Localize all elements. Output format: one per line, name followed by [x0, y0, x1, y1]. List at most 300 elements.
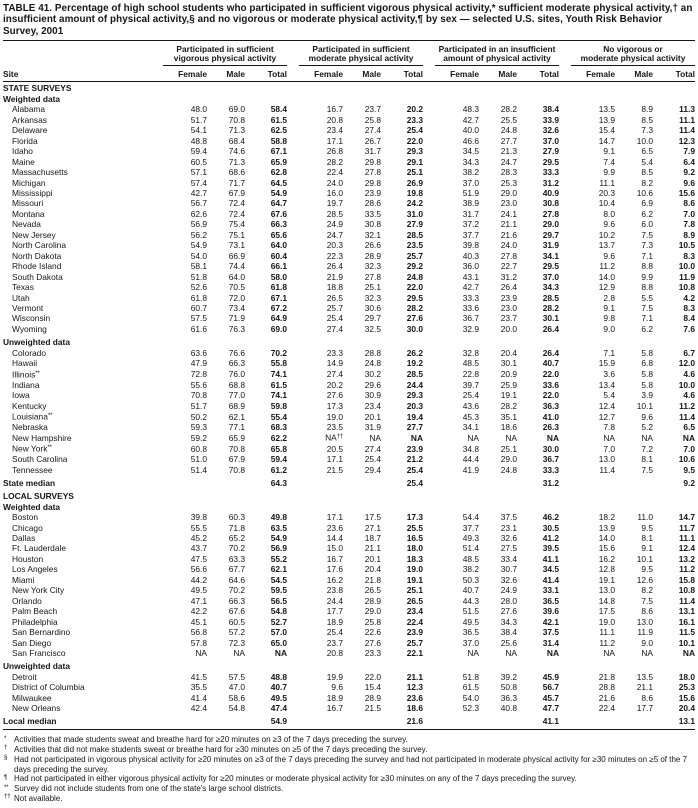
value-cell: 41.4 [542, 574, 559, 585]
footnote-reference: ** [35, 369, 40, 377]
value-cell: 7.0 [683, 443, 695, 454]
value-cell: NA [505, 648, 517, 658]
table-row [3, 390, 695, 400]
value-cell: 32.1 [364, 229, 381, 240]
value-cell: 49.5 [190, 585, 207, 596]
value-cell: 70.8 [190, 390, 207, 401]
value-cell: 7.5 [641, 595, 653, 606]
footnote-marker: † [4, 744, 8, 752]
table-row [3, 575, 695, 585]
value-cell: 42.7 [462, 114, 479, 125]
value-cell: 19.0 [326, 411, 343, 422]
site-cell: New Hampshire [12, 432, 72, 443]
value-cell: 24.4 [326, 595, 343, 606]
value-cell: 74.1 [270, 369, 287, 380]
value-cell: 9.6 [331, 682, 343, 693]
value-cell: 11.7 [679, 522, 695, 533]
table-row [3, 209, 695, 219]
value-cell: 11.9 [637, 627, 653, 638]
site-cell: Delaware [12, 125, 48, 136]
value-cell: 10.8 [678, 585, 695, 596]
value-cell: 27.9 [542, 146, 559, 157]
value-cell: 9.5 [641, 564, 653, 575]
value-cell: 28.0 [500, 595, 517, 606]
value-cell: 15.6 [678, 692, 695, 703]
value-cell: NA†† [325, 432, 343, 443]
value-cell: 12.0 [678, 358, 695, 369]
value-cell: 68.9 [228, 400, 245, 411]
value-cell: 54.9 [270, 533, 287, 544]
table-title: TABLE 41. Percentage of high school students who participated in sufficient vigorous physical activity,* sufficient moderate physical activity,† an insufficient amount of physical activity,§ and no vigorous or moderate physical activity,¶ by sex — selected U.S. sites, Youth Risk Behavior Survey, 2001 [3, 3, 693, 37]
value-cell: 25.4 [326, 313, 343, 324]
footnote-text: Activities that made students sweat and breathe hard for ≥20 minutes on ≥3 of the 7 days preceding the survey. [14, 735, 408, 745]
value-cell: 16.2 [598, 553, 615, 564]
value-cell: 18.2 [598, 512, 615, 523]
value-cell: 57.4 [190, 177, 207, 188]
value-cell: 29.3 [406, 390, 423, 401]
value-cell: 56.7 [542, 682, 559, 693]
value-cell: 62.1 [270, 564, 287, 575]
value-cell: 37.0 [462, 177, 479, 188]
value-cell: 11.1 [679, 114, 695, 125]
value-cell: 29.0 [500, 188, 517, 199]
value-cell: 27.4 [326, 323, 343, 334]
table-row [3, 533, 695, 543]
value-cell: 25.7 [326, 303, 343, 313]
column-header-total: Total [267, 69, 287, 80]
value-cell: 22.0 [406, 282, 423, 293]
value-cell: 31.0 [406, 208, 423, 219]
value-cell: 48.5 [462, 553, 479, 564]
value-cell: 57.2 [228, 627, 245, 638]
site-cell: Wisconsin [12, 313, 51, 324]
value-cell: 27.4 [364, 125, 381, 136]
column-group-label: amount of physical activity [443, 53, 551, 64]
value-cell: 59.2 [190, 432, 207, 443]
value-cell: 25.4 [326, 627, 343, 638]
section-header: STATE SURVEYS [3, 83, 72, 94]
value-cell: 40.0 [462, 125, 479, 136]
value-cell: 10.1 [678, 637, 695, 648]
value-cell: 8.5 [641, 167, 653, 178]
value-cell: 29.0 [500, 454, 517, 465]
value-cell: 27.9 [406, 219, 423, 230]
column-group-label: Participated in sufficient [176, 43, 274, 54]
column-header-female: Female [586, 69, 615, 80]
value-cell: 47.5 [190, 553, 207, 564]
value-cell: 65.9 [270, 156, 287, 167]
value-cell: 16.0 [326, 188, 343, 199]
value-cell: 5.2 [641, 421, 653, 432]
site-cell: Mississippi [12, 188, 53, 199]
value-cell: 29.7 [542, 229, 559, 240]
value-cell: 30.7 [500, 564, 517, 575]
subsection-header-row [3, 502, 695, 512]
value-cell: 35.1 [500, 411, 517, 422]
value-cell: 24.2 [406, 198, 423, 209]
value-cell: 13.9 [598, 522, 615, 533]
value-cell: 27.8 [364, 271, 381, 282]
site-cell: Florida [12, 135, 38, 146]
table-row [3, 219, 695, 229]
value-cell: 13.1 [678, 606, 695, 617]
value-cell: 28.6 [364, 198, 381, 209]
value-cell: 7.0 [683, 208, 695, 219]
value-cell: 55.4 [270, 411, 287, 422]
footnote-marker: * [4, 734, 7, 742]
value-cell: 28.5 [542, 292, 559, 303]
value-cell: 19.8 [406, 188, 423, 199]
value-cell: 48.3 [462, 104, 479, 115]
value-cell: 38.4 [500, 627, 517, 638]
value-cell: 76.6 [228, 347, 245, 358]
value-cell: 28.9 [364, 692, 381, 703]
value-cell: 7.0 [603, 443, 615, 454]
value-cell: NA [467, 648, 479, 658]
value-cell: 25.4 [462, 390, 479, 401]
column-header-total: Total [675, 69, 695, 80]
value-cell: 18.3 [406, 553, 423, 564]
value-cell: 75.4 [228, 219, 245, 230]
value-cell: 37.5 [500, 512, 517, 523]
value-cell: 68.6 [228, 167, 245, 178]
value-cell: 41.0 [542, 411, 559, 422]
value-cell: 30.1 [542, 313, 559, 324]
site-cell: Idaho [12, 146, 33, 157]
value-cell: 8.3 [683, 250, 695, 261]
value-cell: 13.2 [678, 553, 695, 564]
value-cell: 6.8 [641, 358, 653, 369]
table-row [3, 188, 695, 198]
value-cell: 25.9 [500, 379, 517, 390]
value-cell: 31.2 [500, 271, 517, 282]
table-row [3, 251, 695, 261]
value-cell: 27.7 [406, 421, 423, 432]
value-cell: 23.4 [364, 400, 381, 411]
value-cell: 19.0 [598, 616, 615, 627]
value-cell: 57.5 [190, 313, 207, 324]
value-cell: 69.0 [270, 323, 287, 334]
value-cell: 6.2 [641, 323, 653, 334]
value-cell: 60.7 [190, 303, 207, 313]
table-row [3, 369, 695, 380]
divider-bottom [3, 729, 695, 730]
value-cell: NA [641, 648, 653, 658]
value-cell: 56.6 [190, 564, 207, 575]
value-cell: 39.5 [542, 543, 559, 554]
value-cell: 20.8 [326, 648, 343, 658]
value-cell: 36.3 [500, 692, 517, 703]
value-cell: 24.8 [364, 358, 381, 369]
value-cell: 59.4 [270, 454, 287, 465]
value-cell: 33.3 [542, 464, 559, 475]
value-cell: 17.3 [326, 400, 343, 411]
column-header-female: Female [450, 69, 479, 80]
table-row [3, 115, 695, 125]
value-cell: 40.7 [462, 585, 479, 596]
value-cell: 22.0 [364, 671, 381, 682]
value-cell: 29.5 [542, 156, 559, 167]
site-cell: San Francisco [12, 648, 66, 658]
subsection-header-row [3, 661, 695, 671]
value-cell: 5.8 [641, 369, 653, 380]
value-cell: 11.3 [679, 104, 695, 115]
table-row [3, 178, 695, 188]
value-cell: 57.5 [228, 671, 245, 682]
value-cell: 10.0 [636, 135, 653, 146]
table-row [3, 564, 695, 574]
value-cell: 8.6 [641, 692, 653, 703]
table-row [3, 157, 695, 167]
value-cell: 9.9 [641, 271, 653, 282]
table-row [3, 146, 695, 156]
table-row [3, 465, 695, 475]
value-cell: 13.7 [598, 240, 615, 251]
value-cell: 73.4 [228, 303, 245, 313]
column-header-female: Female [178, 69, 207, 80]
value-cell: 74.6 [228, 146, 245, 157]
value-cell: 65.8 [270, 443, 287, 454]
value-cell: 5.4 [641, 156, 653, 167]
value-cell: 58.1 [190, 261, 207, 272]
value-cell: 23.9 [406, 627, 423, 638]
value-cell: 7.8 [603, 421, 615, 432]
value-cell: 72.0 [228, 292, 245, 303]
value-cell: 54.9 [270, 716, 287, 727]
site-cell: San Diego [12, 637, 52, 648]
value-cell: 34.1 [542, 250, 559, 261]
site-cell: Massachusetts [12, 167, 68, 178]
value-cell: 43.7 [190, 543, 207, 554]
value-cell: 59.5 [270, 585, 287, 596]
value-cell: 19.7 [326, 198, 343, 209]
site-cell: Rhode Island [12, 261, 62, 272]
value-cell: 67.6 [270, 208, 287, 219]
value-cell: 8.5 [641, 114, 653, 125]
table-row [3, 617, 695, 627]
value-cell: 60.8 [190, 443, 207, 454]
value-cell: 40.9 [542, 188, 559, 199]
footnote-marker: ** [4, 783, 9, 791]
value-cell: 44.4 [462, 454, 479, 465]
value-cell: 7.3 [641, 240, 653, 251]
value-cell: 67.6 [228, 606, 245, 617]
value-cell: 26.8 [326, 146, 343, 157]
value-cell: 25.1 [406, 167, 423, 178]
value-cell: 51.9 [462, 188, 479, 199]
value-cell: 26.9 [406, 177, 423, 188]
value-cell: 69.0 [228, 104, 245, 115]
footnote-text: Had not participated in either vigorous physical activity for ≥20 minutes or moderate physical activity for ≥30 minutes on any of the 7 days preceding the survey. [14, 774, 577, 784]
value-cell: 33.3 [542, 167, 559, 178]
table-row [3, 554, 695, 564]
value-cell: 6.5 [683, 421, 695, 432]
value-cell: 21.5 [364, 703, 381, 714]
value-cell: 67.7 [228, 564, 245, 575]
value-cell: 14.0 [598, 271, 615, 282]
value-cell: 28.3 [500, 167, 517, 178]
value-cell: 64.5 [270, 177, 287, 188]
value-cell: 23.0 [500, 303, 517, 313]
value-cell: 8.6 [641, 606, 653, 617]
value-cell: 66.9 [228, 250, 245, 261]
median-row [3, 478, 695, 488]
value-cell: 22.8 [462, 369, 479, 380]
value-cell: 33.1 [542, 585, 559, 596]
value-cell: 51.7 [190, 400, 207, 411]
value-cell: 13.0 [636, 616, 653, 627]
value-cell: 34.1 [462, 421, 479, 432]
subsection-header-row [3, 94, 695, 104]
value-cell: 13.0 [598, 454, 615, 465]
value-cell: 62.6 [190, 208, 207, 219]
value-cell: 47.7 [542, 703, 559, 714]
value-cell: 20.0 [500, 323, 517, 334]
value-cell: 64.6 [228, 574, 245, 585]
value-cell: 27.6 [326, 390, 343, 401]
site-cell: Missouri [12, 198, 44, 209]
value-cell: 20.8 [326, 114, 343, 125]
value-cell: 23.7 [326, 637, 343, 648]
column-group-label: Participated in an insufficient [438, 43, 556, 54]
value-cell: 22.4 [598, 703, 615, 714]
column-group-label: vigorous physical activity [173, 53, 277, 64]
value-cell: 24.1 [500, 208, 517, 219]
column-group-insufficient [435, 45, 559, 67]
value-cell: 59.4 [190, 146, 207, 157]
value-cell: 71.3 [228, 125, 245, 136]
subsection-header: Unweighted data [3, 661, 71, 672]
value-cell: NA [682, 648, 695, 658]
table-row [3, 358, 695, 368]
value-cell: 7.3 [641, 125, 653, 136]
value-cell: 11.2 [679, 400, 695, 411]
value-cell: 54.8 [270, 606, 287, 617]
footnote [3, 794, 695, 804]
footnote-marker: ¶ [4, 773, 8, 781]
value-cell: 12.9 [598, 282, 615, 293]
value-cell: 36.5 [542, 595, 559, 606]
value-cell: 74.1 [270, 390, 287, 401]
value-cell: 8.1 [641, 533, 653, 544]
value-cell: 19.1 [598, 574, 615, 585]
table-row [3, 693, 695, 703]
value-cell: 42.2 [190, 606, 207, 617]
value-cell: 9.6 [603, 219, 615, 230]
value-cell: 59.3 [190, 421, 207, 432]
value-cell: 12.4 [598, 400, 615, 411]
value-cell: 45.1 [190, 616, 207, 627]
value-cell: 62.5 [270, 125, 287, 136]
value-cell: 38.2 [462, 564, 479, 575]
value-cell: 70.2 [228, 585, 245, 596]
value-cell: 43.1 [462, 271, 479, 282]
column-group-moderate [299, 45, 423, 67]
value-cell: 57.8 [190, 637, 207, 648]
value-cell: NA [233, 648, 245, 658]
value-cell: 7.5 [641, 229, 653, 240]
value-cell: 16.7 [326, 553, 343, 564]
value-cell: 5.8 [641, 379, 653, 390]
value-cell: 37.2 [462, 219, 479, 230]
table-row [3, 104, 695, 114]
value-cell: 37.0 [542, 135, 559, 146]
value-cell: 29.4 [364, 464, 381, 475]
value-cell: 17.1 [326, 135, 343, 146]
value-cell: NA [546, 432, 559, 443]
value-cell: 13.1 [678, 716, 695, 727]
footnote [3, 745, 695, 755]
table-row [3, 596, 695, 606]
value-cell: 29.6 [364, 379, 381, 390]
value-cell: 17.7 [636, 703, 653, 714]
value-cell: 19.1 [500, 390, 517, 401]
value-cell: 30.2 [364, 369, 381, 380]
value-cell: 30.0 [406, 323, 423, 334]
value-cell: 25.5 [406, 522, 423, 533]
value-cell: 17.1 [326, 512, 343, 523]
value-cell: 27.8 [500, 250, 517, 261]
value-cell: 20.2 [326, 379, 343, 390]
value-cell: 10.0 [678, 261, 695, 272]
value-cell: 51.0 [190, 454, 207, 465]
value-cell: 56.9 [270, 543, 287, 554]
value-cell: NA [603, 648, 615, 658]
table-row [3, 261, 695, 271]
value-cell: 54.9 [190, 240, 207, 251]
value-cell: 26.4 [326, 261, 343, 272]
site-cell: Nebraska [12, 421, 48, 432]
value-cell: 9.1 [603, 303, 615, 313]
value-cell: 7.5 [641, 464, 653, 475]
value-cell: 11.0 [637, 512, 653, 523]
value-cell: 22.0 [542, 369, 559, 380]
value-cell: 29.2 [406, 261, 423, 272]
site-cell: Dallas [12, 533, 36, 544]
value-cell: 52.3 [462, 703, 479, 714]
value-cell: 9.6 [603, 250, 615, 261]
value-cell: 61.8 [190, 292, 207, 303]
value-cell: 47.4 [270, 703, 287, 714]
value-cell: 38.2 [462, 167, 479, 178]
value-cell: 28.8 [364, 347, 381, 358]
value-cell: 24.4 [406, 379, 423, 390]
value-cell: 50.8 [500, 682, 517, 693]
value-cell: 39.7 [462, 379, 479, 390]
value-cell: 62.8 [270, 167, 287, 178]
value-cell: 15.6 [598, 543, 615, 554]
value-cell: 40.3 [462, 250, 479, 261]
site-cell: Miami [12, 574, 35, 585]
value-cell: 48.8 [190, 135, 207, 146]
value-cell: 54.8 [228, 703, 245, 714]
value-cell: 49.8 [270, 512, 287, 523]
value-cell: 63.6 [190, 347, 207, 358]
value-cell: 17.1 [326, 454, 343, 465]
value-cell: 23.5 [326, 421, 343, 432]
value-cell: 33.5 [364, 208, 381, 219]
value-cell: 28.9 [364, 250, 381, 261]
value-cell: 61.5 [462, 682, 479, 693]
value-cell: 25.1 [364, 282, 381, 293]
site-cell: Wyoming [12, 323, 47, 334]
site-cell: Los Angeles [12, 564, 58, 575]
table-row [3, 672, 695, 682]
value-cell: 27.7 [500, 135, 517, 146]
site-cell: New York City [12, 585, 65, 596]
value-cell: 27.6 [364, 637, 381, 648]
value-cell: 11.1 [679, 533, 695, 544]
